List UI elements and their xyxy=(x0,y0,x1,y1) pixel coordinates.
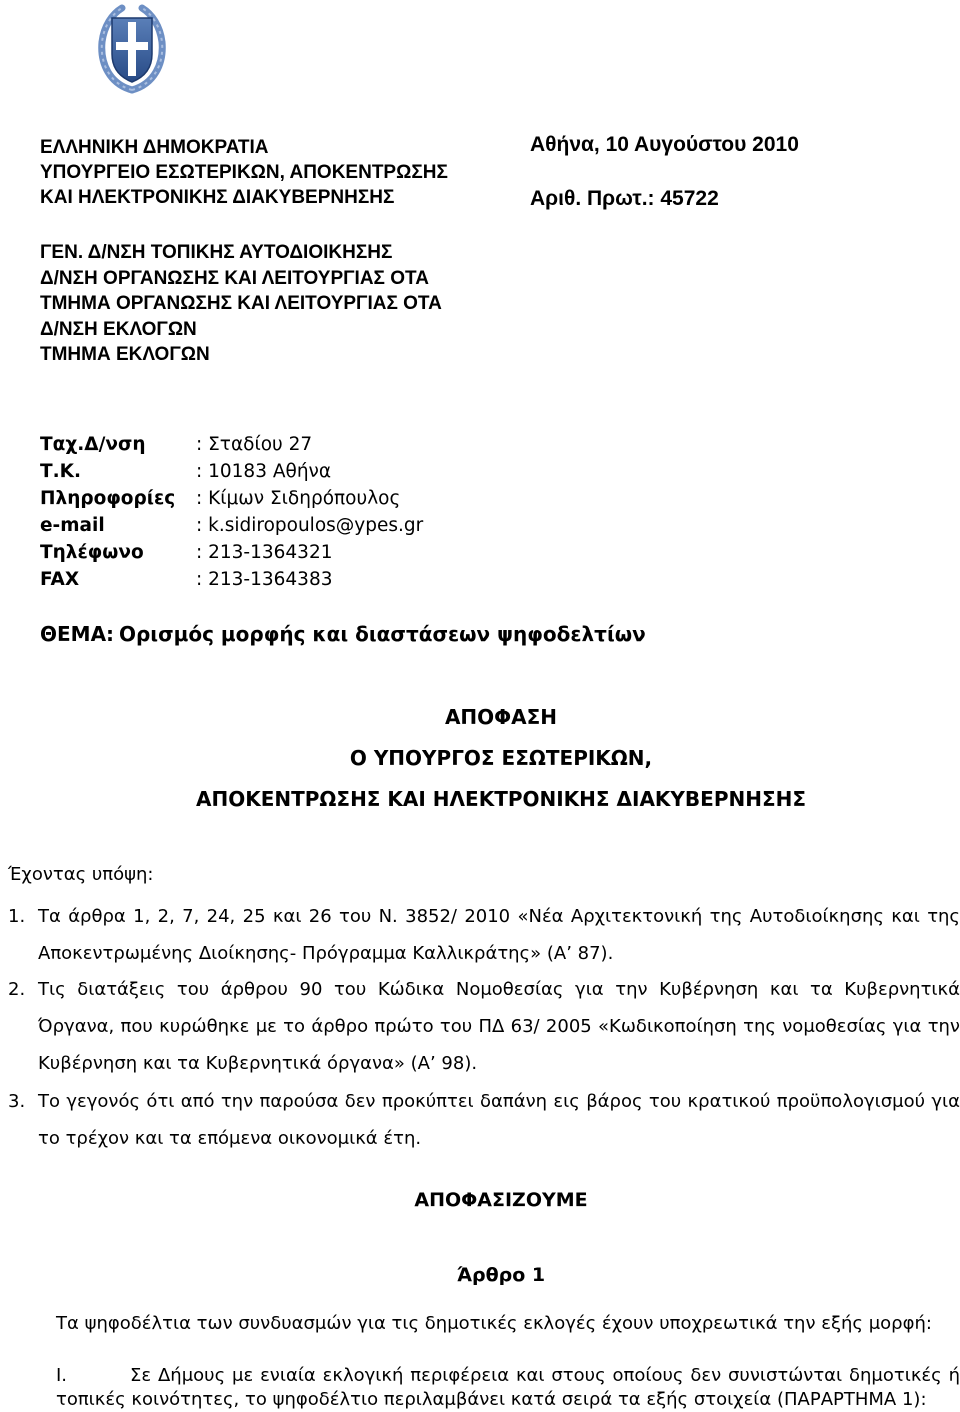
greek-coat-of-arms-emblem xyxy=(96,4,168,96)
department-line: ΤΜΗΜΑ ΕΚΛΟΓΩΝ xyxy=(40,344,210,365)
decision-title: ΑΠΟΦΑΣΗ xyxy=(444,705,558,729)
list-item-number: 3. xyxy=(8,1091,26,1112)
contact-value: : k.sidiropoulos@ypes.gr xyxy=(196,515,424,536)
document-date: Αθήνα, 10 Αυγούστου 2010 xyxy=(530,133,799,156)
department-line: ΓΕΝ. Δ/ΝΣΗ ΤΟΠΙΚΗΣ ΑΥΤΟΔΙΟΙΚΗΣΗΣ xyxy=(40,242,393,263)
decide-heading: ΑΠΟΦΑΣΙΖΟΥΜΕ xyxy=(414,1189,588,1211)
department-list xyxy=(40,240,442,368)
contact-label: FAX xyxy=(40,569,80,590)
contact-label: e-mail xyxy=(40,515,105,536)
minister-title-line1: Ο ΥΠΟΥΡΓΟΣ ΕΣΩΤΕΡΙΚΩΝ, xyxy=(349,746,653,770)
contact-label: Τ.Κ. xyxy=(40,461,82,482)
contact-value: : 213-1364321 xyxy=(196,542,333,563)
contact-row-postcode xyxy=(40,458,423,485)
list-item-text: Τα άρθρα 1, 2, 7, 24, 25 και 26 του Ν. 3852/ 2010 «Νέα Αρχιτεκτονική της Αυτοδιοίκησης και της Αποκεντρωμένης Διοίκησης- Πρόγραμμα Καλλικράτης» (Α’ 87). xyxy=(38,906,960,964)
list-item-text: Το γεγονός ότι από την παρούσα δεν προκύπτει δαπάνη εις βάρος του κρατικού προϋπολογισμού για το τρέχον και τα επόμενα οικονομικά έτη. xyxy=(38,1091,960,1149)
article-heading: Άρθρο 1 xyxy=(456,1264,546,1286)
issuing-authority xyxy=(40,135,448,210)
contact-label: Πληροφορίες xyxy=(40,488,176,509)
contact-value: : 213-1364383 xyxy=(196,569,333,590)
contact-value: : 10183 Αθήνα xyxy=(196,461,332,482)
considering-heading: Έχοντας υπόψη: xyxy=(8,864,154,885)
contact-label: Ταχ.Δ/νση xyxy=(40,434,146,455)
list-item xyxy=(8,1083,960,1157)
contact-label: Τηλέφωνο xyxy=(40,542,144,563)
authority-line: ΕΛΛΗΝΙΚΗ ΔΗΜΟΚΡΑΤΙΑ xyxy=(40,137,269,158)
minister-title-line2: ΑΠΟΚΕΝΤΡΩΣΗΣ ΚΑΙ ΗΛΕΚΤΡΟΝΙΚΗΣ ΔΙΑΚΥΒΕΡΝΗΣΗΣ xyxy=(195,787,807,811)
contact-value: : Σταδίου 27 xyxy=(196,434,313,455)
list-item-text: Τις διατάξεις του άρθρου 90 του Κώδικα Νομοθεσίας για την Κυβέρνηση και τα Κυβερνητικά Όργανα, που κυρώθηκε με το άρθρο πρώτο του ΠΔ 63/ 2005 «Κωδικοποίηση της νομοθεσίας για την Κυβέρνηση και τα Κυβερνητικά όργανα» (Α’ 98). xyxy=(38,979,960,1074)
list-item-number: 1. xyxy=(8,906,26,927)
contact-row-phone xyxy=(40,539,423,566)
article-point-text: Σε Δήμους με ενιαία εκλογική περιφέρεια και στους οποίους δεν συνιστώνται δημοτικές ή τοπικές κοινότητες, το ψηφοδέλτιο περιλαμβάνει κατά σειρά τα εξής στοιχεία (ΠΑΡΑΡΤΗΜΑ 1): xyxy=(56,1365,960,1410)
department-line: ΤΜΗΜΑ ΟΡΓΑΝΩΣΗΣ ΚΑΙ ΛΕΙΤΟΥΡΓΙΑΣ ΟΤΑ xyxy=(40,293,442,314)
contact-details xyxy=(40,431,423,593)
contact-row-fax xyxy=(40,566,423,593)
authority-line: ΚΑΙ ΗΛΕΚΤΡΟΝΙΚΗΣ ΔΙΑΚΥΒΕΡΝΗΣΗΣ xyxy=(40,187,395,208)
list-item xyxy=(8,971,960,1082)
authority-line: ΥΠΟΥΡΓΕΙΟ ΕΣΩΤΕΡΙΚΩΝ, ΑΠΟΚΕΝΤΡΩΣΗΣ xyxy=(40,162,448,183)
list-item xyxy=(8,898,960,972)
subject-text: Ορισμός μορφής και διαστάσεων ψηφοδελτίων xyxy=(118,622,646,646)
department-line: Δ/ΝΣΗ ΟΡΓΑΝΩΣΗΣ ΚΑΙ ΛΕΙΤΟΥΡΓΙΑΣ ΟΤΑ xyxy=(40,267,429,289)
article-point xyxy=(56,1364,960,1412)
subject-line xyxy=(40,622,646,646)
contact-row-email xyxy=(40,512,423,539)
article-intro: Τα ψηφοδέλτια των συνδυασμών για τις δημοτικές εκλογές έχουν υποχρεωτικά την εξής μορφή: xyxy=(56,1313,932,1334)
subject-label: ΘΕΜΑ: xyxy=(40,622,115,646)
contact-row-address xyxy=(40,431,423,458)
contact-row-info xyxy=(40,485,423,512)
article-point-number: Ι. xyxy=(56,1365,68,1386)
department-line: Δ/ΝΣΗ ΕΚΛΟΓΩΝ xyxy=(40,318,197,340)
list-item-number: 2. xyxy=(8,979,26,1000)
protocol-number: Αριθ. Πρωτ.: 45722 xyxy=(530,187,719,210)
contact-value: : Κίμων Σιδηρόπουλος xyxy=(196,488,401,509)
